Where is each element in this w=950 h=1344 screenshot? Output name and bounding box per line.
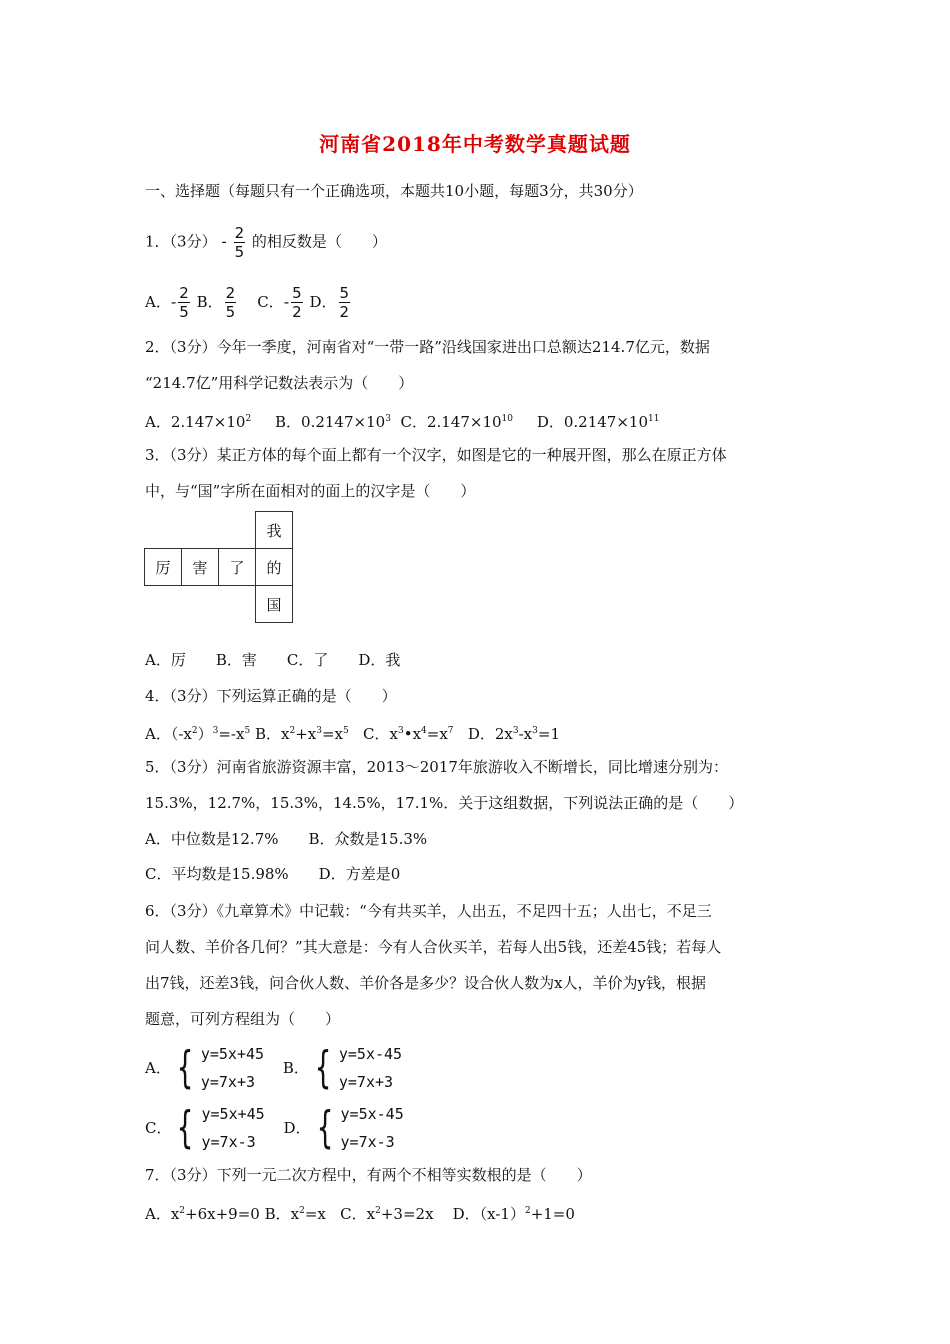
q6-a-system (201, 1040, 264, 1096)
q1-b-den: 5 (225, 303, 236, 321)
q7-b-part1: B．x (264, 1205, 300, 1223)
q7-c-part2: +3=2x (380, 1205, 434, 1223)
q4-a-exp2: 3 (212, 726, 219, 736)
q6-b-eq1: y=5x-45 (338, 1045, 403, 1063)
q1-suffix: 的相反数是（ ） (251, 232, 387, 251)
q2-line-1: 2．（3分）今年一季度，河南省对“一带一路”沿线国家进出口总额达214.7亿元，数据 (145, 338, 710, 356)
q7-d-exp: 2 (524, 1206, 531, 1216)
q7-c-part1: C．x (340, 1205, 376, 1223)
q1-option-d (309, 284, 352, 321)
q4-b-part2: +x (295, 725, 317, 743)
q4-options (145, 720, 560, 745)
q7-d-part1: D．（x-1） (452, 1205, 525, 1223)
q2-a-exp: 2 (245, 414, 252, 424)
q4-line-1: 4．（3分）下列运算正确的是（ ） (145, 687, 397, 705)
q4-c-part3: =x (426, 725, 448, 743)
q4-c-exp3: 7 (447, 726, 454, 736)
q4-c-part2: •x (403, 725, 422, 743)
q7-option-b (265, 1205, 326, 1223)
q5-line-2: 15.3%，12.7%，15.3%，14.5%，17.1%．关于这组数据，下列说法正确的是（ ） (145, 794, 744, 812)
q4-b-exp1: 2 (289, 726, 296, 736)
q6-line-4: 题意，可列方程组为（ ） (145, 1010, 341, 1028)
q6-d-system (341, 1100, 404, 1156)
q1-c-label: C． (257, 292, 284, 311)
q7-c-exp: 2 (375, 1206, 381, 1216)
q6-line-2: 问人数、羊价各几何？”其大意是：今有人合伙买羊，若每人出5钱，还差45钱；若每人 (145, 938, 722, 956)
q1-b-fraction (225, 284, 237, 321)
q2-option-d (537, 413, 660, 431)
q2-a-text: A．2.147×10 (145, 413, 246, 431)
left-brace-icon: { (177, 1102, 194, 1153)
q6-d-eq1: y=5x-45 (340, 1105, 404, 1123)
q6-a-eq1: y=5x+45 (200, 1045, 265, 1063)
q1-d-label: D． (309, 292, 337, 311)
q1-c-fraction (291, 284, 303, 321)
q2-line-2: “214.7亿”用科学记数法表示为（ ） (145, 374, 414, 392)
q1-neg: - (221, 232, 227, 251)
q1-option-b (196, 284, 239, 321)
q6-a-eq2: y=7x+3 (200, 1073, 256, 1091)
q1-c-neg: - (283, 292, 290, 311)
q6-a-label: A． (145, 1059, 171, 1077)
q4-a-exp3: 5 (244, 726, 251, 736)
q7-a-part1: A．x (145, 1205, 180, 1223)
q6-b-label: B． (282, 1059, 309, 1077)
q4-d-part1: D．2x (467, 725, 513, 743)
q2-option-a (145, 413, 251, 431)
q6-d-eq2: y=7x-3 (340, 1133, 395, 1151)
q4-a-exp1: 2 (191, 726, 198, 736)
q1-a-label: A． (145, 292, 171, 311)
question-1 (145, 224, 387, 261)
q7-line-1: 7．（3分）下列一元二次方程中，有两个不相等实数根的是（ ） (145, 1166, 592, 1184)
q4-b-exp3: 5 (343, 726, 349, 736)
q1-a-neg: - (170, 292, 177, 311)
q6-d-label: D． (283, 1119, 311, 1137)
net-cell-wo: 我 (256, 512, 293, 549)
q2-option-b (275, 413, 391, 431)
q2-c-text: C．2.147×10 (400, 413, 502, 431)
q4-b-exp2: 3 (316, 726, 322, 736)
q7-b-part2: =x (304, 1205, 326, 1223)
q2-option-c (400, 413, 513, 431)
q2-b-exp: 3 (385, 414, 391, 424)
cube-net (144, 511, 293, 623)
q4-option-a (145, 725, 250, 743)
net-cell-li: 厉 (145, 549, 182, 586)
q1-d-num: 5 (339, 284, 350, 302)
q4-b-part3: =x (321, 725, 343, 743)
q1-frac-den: 5 (234, 243, 245, 261)
q2-d-text: D．0.2147×10 (536, 413, 649, 431)
net-cell-le: 了 (219, 549, 256, 586)
q1-a-num: 2 (179, 284, 189, 302)
q2-options (145, 408, 659, 433)
q7-a-exp: 2 (179, 1206, 186, 1216)
q4-option-d (468, 725, 560, 743)
q1-d-den: 2 (339, 303, 350, 321)
q4-c-exp1: 3 (397, 726, 404, 736)
net-cell-guo: 国 (256, 586, 293, 623)
q5-line-1: 5．（3分）河南省旅游资源丰富，2013～2017年旅游收入不断增长，同比增速分别为： (145, 758, 728, 776)
net-cell-de: 的 (256, 549, 293, 586)
q4-d-exp2: 3 (532, 726, 538, 736)
q6-line-3: 出7钱，还差3钱，问合伙人数、羊价各是多少？设合伙人数为x人，羊价为y钱，根据 (145, 974, 707, 992)
q1-frac-num: 2 (234, 224, 245, 242)
q2-d-exp: 11 (648, 414, 660, 424)
q4-c-exp2: 4 (421, 726, 427, 736)
q4-d-part3: =1 (537, 725, 560, 743)
q6-option-c (145, 1100, 265, 1156)
q1-options (145, 284, 352, 321)
q7-d-part2: +1=0 (530, 1205, 575, 1223)
left-brace-icon: { (316, 1102, 333, 1153)
q5-line-3: A．中位数是12.7% B．众数是15.3% (145, 830, 428, 848)
q1-b-num: 2 (225, 284, 236, 302)
q6-b-eq2: y=7x+3 (338, 1073, 394, 1091)
q5-line-4: C．平均数是15.98% D．方差是0 (145, 865, 401, 883)
q3-line-2: 中，与“国”字所在面相对的面上的汉字是（ ） (145, 482, 476, 500)
q4-option-b (255, 725, 349, 743)
net-cell-hai: 害 (182, 549, 219, 586)
q4-a-part2: ） (197, 725, 213, 743)
q6-option-b (283, 1040, 402, 1096)
q7-options (145, 1200, 575, 1225)
q2-c-exp: 10 (501, 414, 513, 424)
page-title: 河南省2018年中考数学真题试题 (319, 132, 631, 156)
q7-option-c (340, 1205, 433, 1223)
q4-c-part1: C．x (363, 725, 398, 743)
q1-a-fraction (178, 284, 190, 321)
q6-b-system (339, 1040, 402, 1096)
q1-option-a (145, 284, 192, 321)
q4-option-c (363, 725, 453, 743)
q1-prefix: 1．（3分） (145, 232, 217, 251)
q1-option-c (257, 284, 304, 321)
q6-line-1: 6．（3分）《九章算术》中记载：“今有共买羊，人出五，不足四十五；人出七，不足三 (145, 902, 712, 920)
q4-a-part3: =-x (218, 725, 245, 743)
q7-option-a (145, 1205, 260, 1223)
q4-d-exp1: 3 (512, 726, 519, 736)
q6-option-a (145, 1040, 264, 1096)
section-heading: 一、选择题（每题只有一个正确选项，本题共10小题，每题3分，共30分） (145, 182, 643, 200)
q2-b-text: B．0.2147×10 (275, 413, 386, 431)
q6-c-eq2: y=7x-3 (201, 1133, 256, 1151)
q7-option-d (453, 1205, 575, 1223)
q1-a-den: 5 (179, 303, 189, 321)
q7-b-exp: 2 (299, 1206, 305, 1216)
left-brace-icon: { (314, 1042, 332, 1093)
q1-c-num: 5 (292, 284, 302, 302)
q7-a-part2: +6x+9=0 (185, 1205, 260, 1223)
q4-a-part1: A．（-x (145, 725, 192, 743)
q6-c-label: C． (145, 1119, 172, 1137)
q1-c-den: 2 (292, 303, 302, 321)
q3-line-1: 3．（3分）某正方体的每个面上都有一个汉字，如图是它的一种展开图，那么在原正方体 (145, 446, 727, 464)
q4-b-part1: B．x (254, 725, 290, 743)
q6-options-cd (145, 1100, 418, 1156)
q1-b-label: B． (196, 292, 223, 311)
q6-c-system (201, 1100, 264, 1156)
q1-d-fraction (339, 284, 351, 321)
q4-d-part2: -x (518, 725, 533, 743)
q6-c-eq1: y=5x+45 (201, 1105, 265, 1123)
q6-option-d (283, 1100, 403, 1156)
q3-options: A．厉 B．害 C．了 D．我 (145, 651, 401, 669)
left-brace-icon: { (176, 1042, 194, 1093)
q6-options-ab (145, 1040, 416, 1096)
q1-fraction (234, 224, 246, 261)
